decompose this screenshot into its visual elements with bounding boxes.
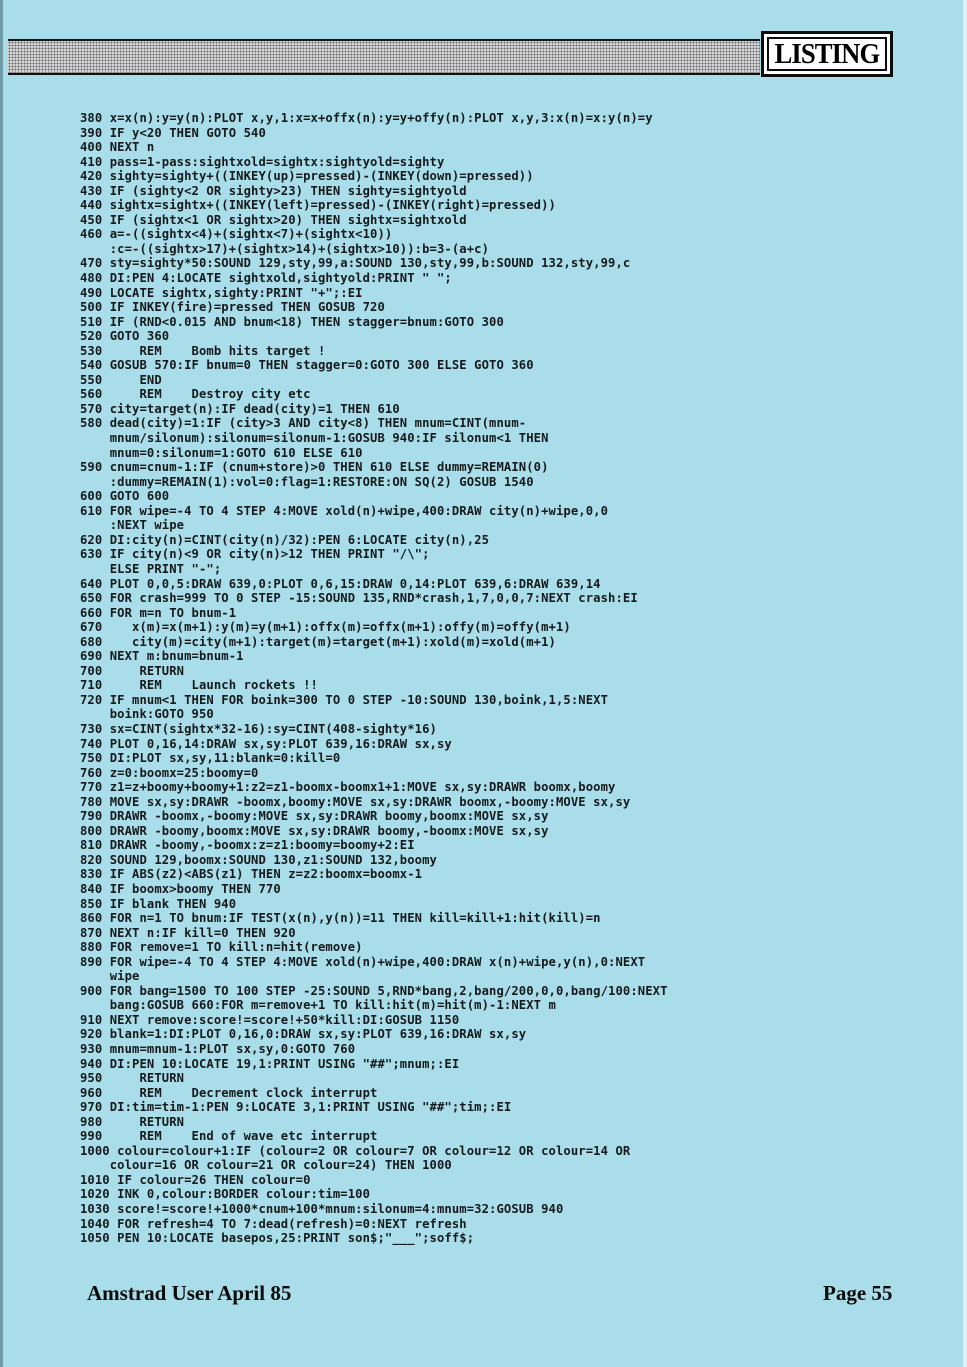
listing-line: 980 RETURN <box>80 1114 185 1129</box>
listing-line: 560 REM Destroy city etc <box>80 387 311 402</box>
page-edge-left <box>0 0 3 1367</box>
listing-line: bang:GOSUB 660:FOR m=remove+1 TO kill:hit(m)=hit(m)-1:NEXT m <box>80 998 556 1013</box>
listing-line: 810 DRAWR -boomy,-boomx:z=z1:boomy=boomy+2:EI <box>80 838 415 853</box>
listing-line: 400 NEXT n <box>80 140 155 155</box>
listing-line: 820 SOUND 129,boomx:SOUND 130,z1:SOUND 132,boomy <box>80 852 437 867</box>
listing-line: 620 DI:city(n)=CINT(city(n)/32):PEN 6:LOCATE city(n),25 <box>80 532 490 547</box>
listing-line: 770 z1=z+boomy+boomy+1:z2=z1-boomx-boomx1+1:MOVE sx,sy:DRAWR boomx,boomy <box>80 780 616 795</box>
listing-line: 1030 score!=score!+1000*cnum+100*mnum:silonum=4:mnum=32:GOSUB 940 <box>80 1202 564 1217</box>
listing-badge <box>761 31 893 77</box>
page-number-label: Page 55 <box>823 1281 893 1305</box>
listing-line: mnum=0:silonum=1:GOTO 610 ELSE 610 <box>80 445 363 460</box>
listing-line: 780 MOVE sx,sy:DRAWR -boomx,boomy:MOVE sx,sy:DRAWR boomx,-boomy:MOVE sx,sy <box>80 794 631 809</box>
listing-line: 760 z=0:boomx=25:boomy=0 <box>80 765 259 780</box>
header-dotted-band <box>8 39 760 75</box>
listing-line: 660 FOR m=n TO bnum-1 <box>80 605 237 620</box>
listing-line: 840 IF boomx>boomy THEN 770 <box>80 881 281 896</box>
listing-line: 600 GOTO 600 <box>80 489 170 504</box>
listing-line: colour=16 OR colour=21 OR colour=24) THEN 1000 <box>80 1158 452 1173</box>
listing-line: 410 pass=1-pass:sightxold=sightx:sightyold=sighty <box>80 154 445 169</box>
listing-line: 700 RETURN <box>80 663 185 678</box>
listing-line: 990 REM End of wave etc interrupt <box>80 1129 378 1144</box>
listing-line: 850 IF blank THEN 940 <box>80 896 237 911</box>
listing-badge-frame <box>764 34 890 74</box>
listing-line: 430 IF (sighty<2 OR sighty>23) THEN sighty=sightyold <box>80 183 467 198</box>
listing-line: 650 FOR crash=999 TO 0 STEP -15:SOUND 135,RND*crash,1,7,0,0,7:NEXT crash:EI <box>80 591 638 606</box>
listing-line: 830 IF ABS(z2)<ABS(z1) THEN z=z2:boomx=boomx-1 <box>80 867 423 882</box>
listing-line: 580 dead(city)=1:IF (city>3 AND city<8) THEN mnum=CINT(mnum- <box>80 416 527 431</box>
listing-line: mnum/silonum):silonum=silonum-1:GOSUB 940:IF silonum<1 THEN <box>80 431 549 446</box>
listing-line: 1040 FOR refresh=4 TO 7:dead(refresh)=0:NEXT refresh <box>80 1216 467 1231</box>
listing-line: 630 IF city(n)<9 OR city(n)>12 THEN PRINT "/\"; <box>80 547 430 562</box>
listing-line: 590 cnum=cnum-1:IF (cnum+store)>0 THEN 610 ELSE dummy=REMAIN(0) <box>80 460 549 475</box>
listing-line: 490 LOCATE sightx,sighty:PRINT "+";:EI <box>80 285 363 300</box>
listing-line: 570 city=target(n):IF dead(city)=1 THEN 610 <box>80 401 400 416</box>
listing-line: 920 blank=1:DI:PLOT 0,16,0:DRAW sx,sy:PLOT 639,16:DRAW sx,sy <box>80 1027 527 1042</box>
listing-line: 950 RETURN <box>80 1071 185 1086</box>
listing-line: 960 REM Decrement clock interrupt <box>80 1085 378 1100</box>
listing-line: 670 x(m)=x(m+1):y(m)=y(m+1):offx(m)=offx(m+1):offy(m)=offy(m+1) <box>80 620 571 635</box>
listing-line: 460 a=-((sightx<4)+(sightx<7)+(sightx<10)) <box>80 227 393 242</box>
listing-line: 690 NEXT m:bnum=bnum-1 <box>80 649 244 664</box>
magazine-issue-label: Amstrad User April 85 <box>87 1281 292 1305</box>
listing-line: 550 END <box>80 372 162 387</box>
listing-line: 890 FOR wipe=-4 TO 4 STEP 4:MOVE xold(n)+wipe,400:DRAW x(n)+wipe,y(n),0:NEXT <box>80 954 646 969</box>
listing-line: 970 DI:tim=tim-1:PEN 9:LOCATE 3,1:PRINT USING "##";tim;:EI <box>80 1100 512 1115</box>
listing-line: 440 sightx=sightx+((INKEY(left)=pressed)-(INKEY(right)=pressed)) <box>80 198 556 213</box>
listing-line: 480 DI:PEN 4:LOCATE sightxold,sightyold:PRINT " "; <box>80 271 452 286</box>
listing-line: 1020 INK 0,colour:BORDER colour:tim=100 <box>80 1187 371 1202</box>
listing-line: :NEXT wipe <box>80 518 185 533</box>
listing-line: wipe <box>80 969 140 984</box>
listing-badge-label: LISTING <box>774 37 880 70</box>
listing-line: :dummy=REMAIN(1):vol=0:flag=1:RESTORE:ON SQ(2) GOSUB 1540 <box>80 474 534 489</box>
listing-line: 900 FOR bang=1500 TO 100 STEP -25:SOUND 5,RND*bang,2,bang/200,0,0,bang/100:NEXT <box>80 983 668 998</box>
listing-line: 800 DRAWR -boomy,boomx:MOVE sx,sy:DRAWR boomy,-boomx:MOVE sx,sy <box>80 823 549 838</box>
program-listing <box>80 111 740 1246</box>
listing-line: 500 IF INKEY(fire)=pressed THEN GOSUB 720 <box>80 300 385 315</box>
listing-line: 870 NEXT n:IF kill=0 THEN 920 <box>80 925 296 940</box>
listing-line: 1010 IF colour=26 THEN colour=0 <box>80 1172 311 1187</box>
listing-line: 390 IF y<20 THEN GOTO 540 <box>80 125 266 140</box>
listing-line: 740 PLOT 0,16,14:DRAW sx,sy:PLOT 639,16:DRAW sx,sy <box>80 736 452 751</box>
listing-line: 540 GOSUB 570:IF bnum=0 THEN stagger=0:GOTO 300 ELSE GOTO 360 <box>80 358 534 373</box>
listing-line: 420 sighty=sighty+((INKEY(up)=pressed)-(INKEY(down)=pressed)) <box>80 169 534 184</box>
page-edge-right <box>963 0 967 1367</box>
listing-line: 640 PLOT 0,0,5:DRAW 639,0:PLOT 0,6,15:DRAW 0,14:PLOT 639,6:DRAW 639,14 <box>80 576 601 591</box>
listing-line: 1050 PEN 10:LOCATE basepos,25:PRINT son$;"___";soff$; <box>80 1231 475 1246</box>
listing-line: 860 FOR n=1 TO bnum:IF TEST(x(n),y(n))=11 THEN kill=kill+1:hit(kill)=n <box>80 911 601 926</box>
listing-line: 680 city(m)=city(m+1):target(m)=target(m+1):xold(m)=xold(m+1) <box>80 634 556 649</box>
listing-line: 910 NEXT remove:score!=score!+50*kill:DI:GOSUB 1150 <box>80 1012 460 1027</box>
listing-line: 470 sty=sighty*50:SOUND 129,sty,99,a:SOUND 130,sty,99,b:SOUND 132,sty,99,c <box>80 256 631 271</box>
listing-line: 720 IF mnum<1 THEN FOR boink=300 TO 0 STEP -10:SOUND 130,boink,1,5:NEXT <box>80 692 609 707</box>
listing-line: 930 mnum=mnum-1:PLOT sx,sy,0:GOTO 760 <box>80 1042 356 1056</box>
listing-line: 880 FOR remove=1 TO kill:n=hit(remove) <box>80 940 363 955</box>
listing-line: 940 DI:PEN 10:LOCATE 19,1:PRINT USING "##";mnum;:EI <box>80 1056 460 1071</box>
listing-line: 1000 colour=colour+1:IF (colour=2 OR colour=7 OR colour=12 OR colour=14 OR <box>80 1143 631 1158</box>
listing-line: 450 IF (sightx<1 OR sightx>20) THEN sightx=sightxold <box>80 212 467 227</box>
listing-line: boink:GOTO 950 <box>80 707 214 722</box>
listing-line: 730 sx=CINT(sightx*32-16):sy=CINT(408-sighty*16) <box>80 721 437 736</box>
listing-line: 520 GOTO 360 <box>80 329 170 344</box>
listing-line: 750 DI:PLOT sx,sy,11:blank=0:kill=0 <box>80 751 341 766</box>
listing-line: 530 REM Bomb hits target ! <box>80 343 326 358</box>
listing-line: 380 x=x(n):y=y(n):PLOT x,y,1:x=x+offx(n):y=y+offy(n):PLOT x,y,3:x(n)=x:y(n)=y <box>80 111 653 125</box>
listing-line: 510 IF (RND<0.015 AND bnum<18) THEN stagger=bnum:GOTO 300 <box>80 314 504 329</box>
listing-line: :c=-((sightx>17)+(sightx>14)+(sightx>10)):b=3-(a+c) <box>80 241 490 256</box>
listing-line: 790 DRAWR -boomx,-boomy:MOVE sx,sy:DRAWR boomy,boomx:MOVE sx,sy <box>80 809 549 824</box>
listing-line: 610 FOR wipe=-4 TO 4 STEP 4:MOVE xold(n)+wipe,400:DRAW city(n)+wipe,0,0 <box>80 503 609 518</box>
listing-line: 710 REM Launch rockets !! <box>80 678 318 693</box>
listing-line: ELSE PRINT "-"; <box>80 561 222 576</box>
